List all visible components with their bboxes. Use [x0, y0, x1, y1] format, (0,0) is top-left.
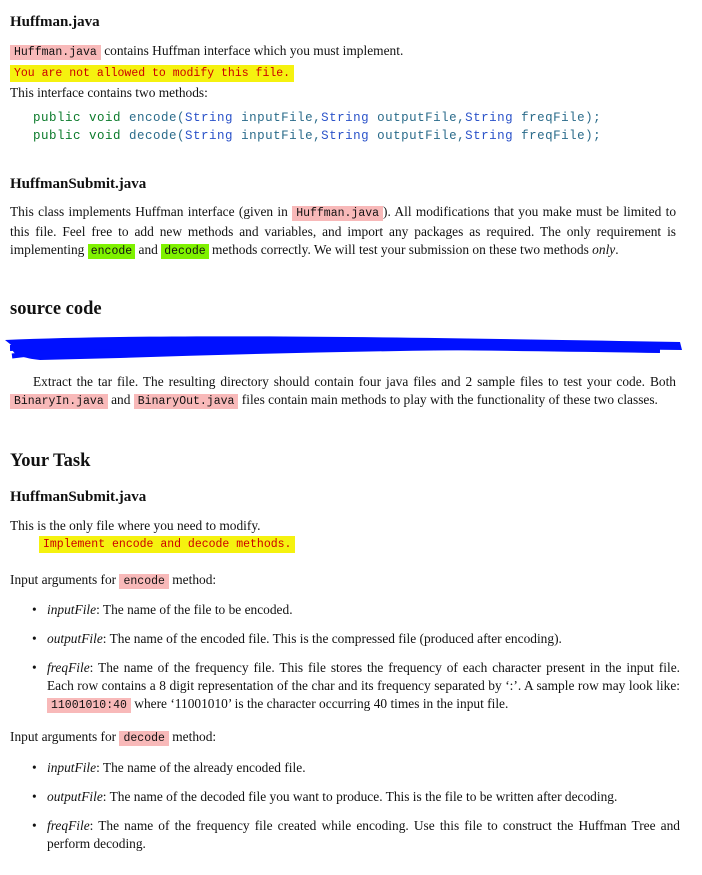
code-arg: inputFile, [241, 129, 322, 143]
arg-desc: : The name of the decoded file you want to produce. This is the file to be written after decoding. [102, 789, 618, 804]
arg-desc: : The name of the already encoded file. [96, 760, 306, 775]
decode-intro [10, 728, 676, 748]
encode-args-list [10, 601, 680, 726]
intro-text: contains Huffman interface which you must implement. [104, 43, 404, 58]
paragraph-text: . [615, 242, 619, 257]
task-highlight: Implement encode and decode methods. [39, 536, 295, 553]
code-arg: outputFile, [377, 129, 466, 143]
paragraph-text: and [111, 392, 131, 407]
section-title-your-task: Your Task [10, 451, 91, 471]
arg-desc: : The name of the frequency file created while encoding. Use this file to construct the Huffman Tree and perform decoding. [47, 818, 680, 851]
section-title-source-code: source code [10, 299, 102, 319]
file-tag: BinaryIn.java [10, 394, 108, 409]
code-method: encode( [129, 111, 186, 125]
list-item [10, 630, 680, 648]
code-method: decode( [129, 129, 186, 143]
emphasis-only: only [592, 242, 616, 257]
file-tag: BinaryOut.java [134, 394, 239, 409]
paragraph-text: Input arguments for [10, 572, 117, 587]
arg-desc: where ‘11001010’ is the character occurring 40 times in the input file. [134, 696, 509, 711]
paragraph-text: method: [172, 572, 217, 587]
warning-highlight: You are not allowed to modify this file. [10, 65, 294, 82]
task-note: This is the only file where you need to modify. [10, 518, 261, 533]
method-tag-decode: decode [161, 244, 208, 259]
paragraph-text: and [138, 242, 158, 257]
code-line-decode [33, 127, 601, 145]
arg-term: outputFile [47, 631, 103, 646]
arg-desc: : The name of the file to be encoded. [96, 602, 293, 617]
task-highlight-line [39, 536, 295, 554]
encode-intro [10, 571, 676, 591]
code-keyword: public void [33, 111, 122, 125]
list-item [10, 601, 680, 619]
arg-term: outputFile [47, 789, 103, 804]
file-tag: Huffman.java [292, 206, 383, 221]
code-arg: inputFile, [241, 111, 322, 125]
code-type: String [465, 129, 514, 143]
code-type: String [321, 111, 370, 125]
source-paragraph [10, 373, 676, 411]
arg-term: freqFile [47, 818, 90, 833]
arg-term: inputFile [47, 602, 97, 617]
paragraph-text: method: [172, 729, 217, 744]
paragraph-text: Extract the tar file. The resulting directory should contain four java files and 2 sample files to test your code. Both [33, 374, 676, 389]
code-type: String [465, 111, 514, 125]
redaction-scribble [0, 330, 702, 370]
code-block [33, 109, 601, 145]
code-arg: outputFile, [377, 111, 466, 125]
section-title-huffmansubmit-task: HuffmanSubmit.java [10, 489, 147, 505]
list-item [10, 759, 680, 777]
decode-args-list [10, 759, 680, 864]
method-tag-decode: decode [119, 731, 168, 746]
code-type: String [321, 129, 370, 143]
sample-row-tag: 11001010:40 [47, 698, 131, 713]
list-item [10, 659, 680, 715]
list-item [10, 788, 680, 806]
section-title-huffmansubmit: HuffmanSubmit.java [10, 176, 147, 192]
huffman-intro [10, 42, 676, 62]
code-line-encode [33, 109, 601, 127]
code-arg: freqFile); [521, 111, 602, 125]
paragraph-text: This class implements Huffman interface (given in [10, 204, 288, 219]
code-arg: freqFile); [521, 129, 602, 143]
arg-desc: : The name of the frequency file. This file stores the frequency of each character present in the input file. Each row contains a 8 digit representation of the char and its frequency separated by ‘:’. A sample row may look like: [47, 660, 680, 693]
arg-term: freqFile [47, 660, 90, 675]
code-type: String [185, 111, 234, 125]
paragraph-text: ). All modifications that you make must be limited to this file. Feel free to add new methods and variables, and import any packages as required. The only requirement is implementing [10, 204, 677, 257]
code-keyword: public void [33, 129, 122, 143]
paragraph-text: files contain main methods to play with the functionality of these two classes. [241, 392, 658, 407]
huffmansubmit-paragraph [10, 203, 676, 261]
section-title-huffman: Huffman.java [10, 14, 100, 30]
interface-note: This interface contains two methods: [10, 85, 208, 100]
paragraph-text: methods correctly. We will test your submission on these two methods [212, 242, 589, 257]
file-tag: Huffman.java [10, 45, 101, 60]
paragraph-text: Input arguments for [10, 729, 117, 744]
code-type: String [185, 129, 234, 143]
warning-line [10, 65, 294, 83]
list-item [10, 817, 680, 853]
method-tag-encode: encode [119, 574, 168, 589]
arg-desc: : The name of the encoded file. This is the compressed file (produced after encoding). [102, 631, 562, 646]
method-tag-encode: encode [88, 244, 135, 259]
arg-term: inputFile [47, 760, 97, 775]
